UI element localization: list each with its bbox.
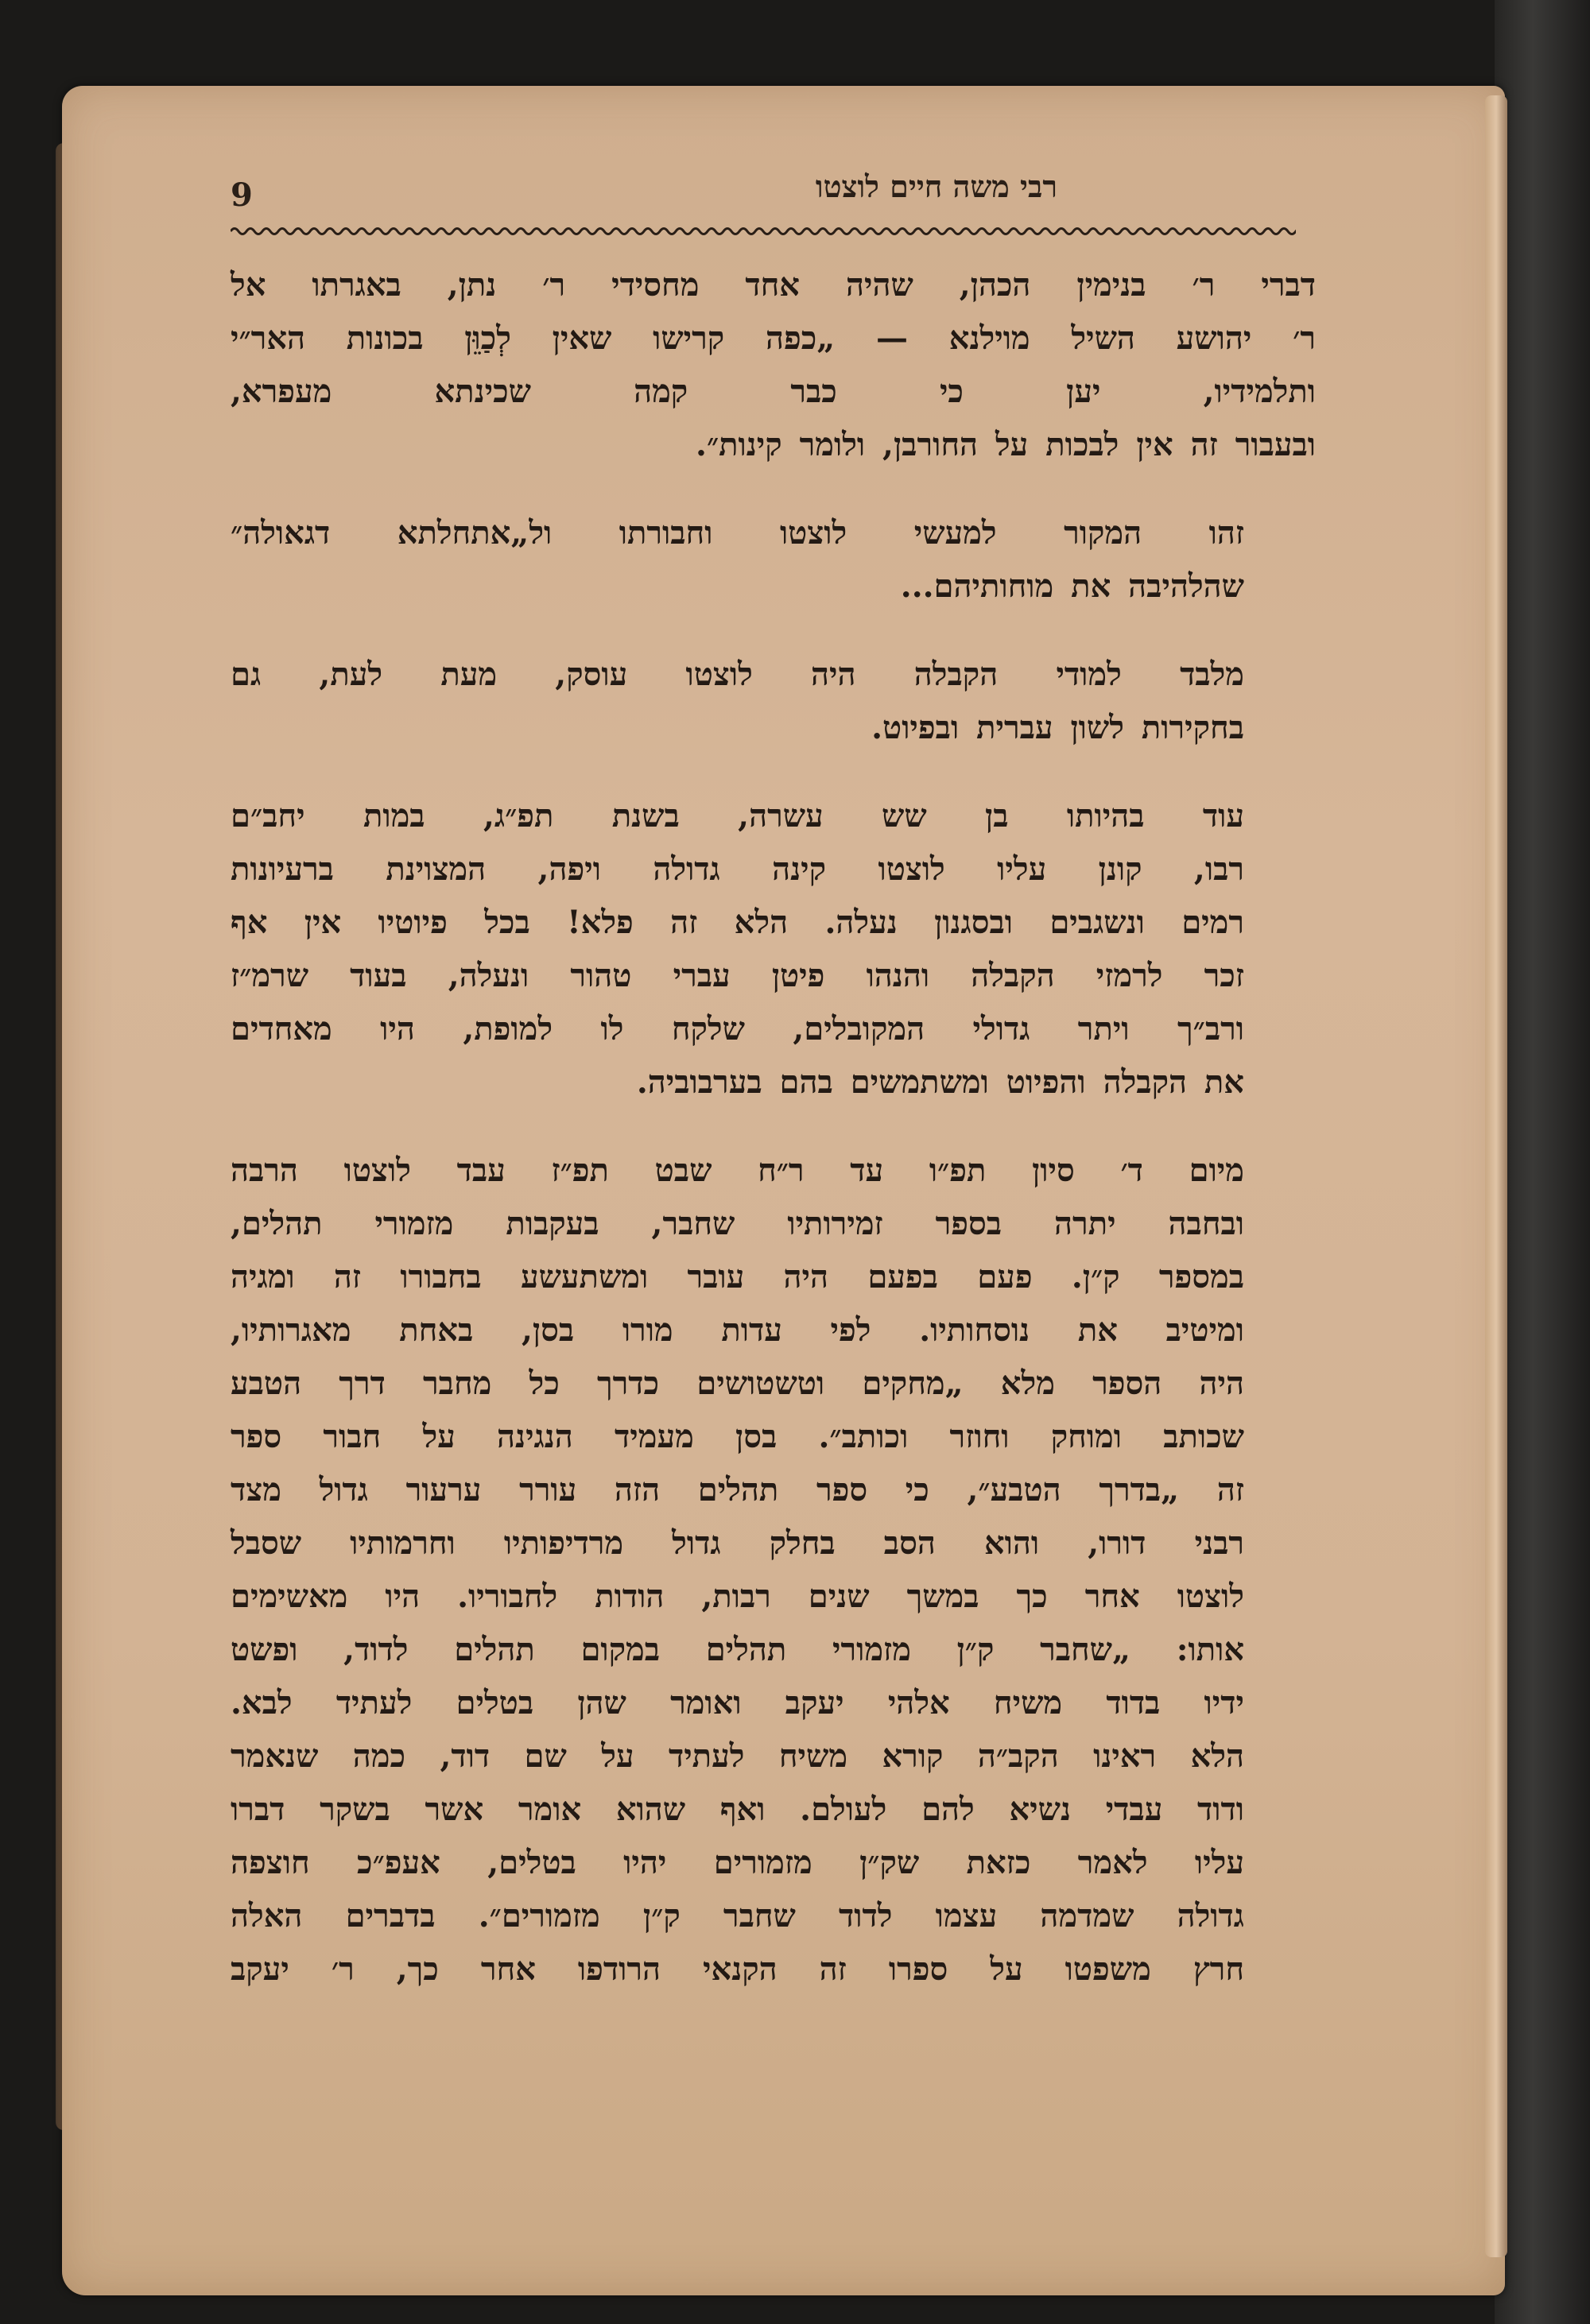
- text-line: עליו לאמר כזאת שק״ן מזמורים יהיו בטלים, אעפ״כ חוצפה: [231, 1844, 1244, 1881]
- decorative-wavy-rule: [231, 221, 1296, 242]
- text-line: ובעבור זה אין לבכות על החורבן, ולומר קינות״.: [696, 426, 1316, 463]
- text-line: ובחבה יתרה בספר זמירותיו שחבר, בעקבות מזמורי תהלים,: [231, 1205, 1244, 1242]
- text-line: רבו, קונן עליו לוצטו קינה גדולה ויפה, המצוינת ברעיונות: [231, 850, 1244, 888]
- text-line: גדולה שמדמה עצמו לדוד שחבר ק״ן מזמורים״. בדברים האלה: [231, 1897, 1244, 1935]
- background-binding: [1495, 0, 1590, 2324]
- text-line: ודוד עבדי נשיא להם לעולם. ואף שהוא אומר אשר בשקר דברו: [231, 1791, 1244, 1828]
- paragraph-4: [231, 789, 1316, 1109]
- page-header: [231, 168, 1304, 216]
- text-line: ומיטיב את נוסחותיו. לפי עדות מורו בסן, באחת מאגרותיו,: [231, 1311, 1244, 1349]
- page-number: 9: [231, 176, 253, 214]
- text-line: שהלהיבה את מוחותיהם...: [900, 567, 1244, 605]
- text-line: שכותב ומוחק וחוזר וכותב״. בסן מעמיד הנגינה על חבור ספר: [231, 1418, 1244, 1455]
- text-line: ותלמידיו, יען כי כבר קמה שכינתא מעפרא,: [231, 373, 1316, 410]
- running-title: רבי משה חיים לוצטו: [815, 168, 1057, 204]
- text-line: זכר לרמזי הקבלה והנהו פיטן עברי טהור ונעלה, בעוד שרמ״ז: [231, 957, 1244, 994]
- paragraph-3: [231, 648, 1316, 754]
- text-line: חרץ משפטו על ספרו זה הקנאי הרודפו אחר כך, ר׳ יעקב: [231, 1950, 1244, 1988]
- text-line: היה הספר מלא „מחקים וטשטושים כדרך כל מחבר דרך הטבע: [231, 1365, 1244, 1402]
- text-line: ורב״ך ויתר גדולי המקובלים, שלקח לו למופת, היו מאחדים: [231, 1010, 1244, 1048]
- text-line: בחקירות לשון עברית ובפיוט.: [871, 709, 1244, 746]
- main-text: [231, 258, 1316, 2031]
- text-line: את הקבלה והפיוט ומשתמשים בהם בערבוביה.: [636, 1063, 1244, 1101]
- text-line: ר׳ יהושע השיל מוילנא — „כפה קרישו שאין לְכַוֵּן בכונות האר״י: [231, 320, 1316, 357]
- page-right-edge: [1485, 95, 1507, 2257]
- text-line: במספר ק״ן. פעם בפעם היה עובר ומשתעשע בחבורו זה ומגיה: [231, 1258, 1244, 1296]
- text-line: זה „בדרך הטבע״, כי ספר תהלים הזה עורר ערעור גדול מצד: [231, 1471, 1244, 1509]
- text-line: מיום ד׳ סיון תפ״ו עד ר״ח שבט תפ״ז עבד לוצטו הרבה: [231, 1152, 1244, 1189]
- text-line: מלבד למודי הקבלה היה לוצטו עוסק, מעת לעת, גם: [231, 656, 1244, 693]
- paragraph-5: [231, 1144, 1316, 1996]
- text-line: דברי ר׳ בנימין הכהן, שהיה אחד מחסידי ר׳ נתן, באגרתו אל: [231, 266, 1316, 304]
- paragraph-1: [231, 258, 1316, 471]
- text-line: ידיו בדוד משיח אלהי יעקב ואומר שהן בטלים לעתיד לבא.: [231, 1684, 1244, 1722]
- text-line: הלא ראינו הקב״ה קורא משיח לעתיד על שם דוד, כמה שנאמר: [231, 1737, 1244, 1775]
- text-line: אותו: „שחבר ק״ן מזמורי תהלים במקום תהלים לדוד, ופשט: [231, 1631, 1244, 1668]
- text-line: זהו המקור למעשי לוצטו וחבורתו ול„אתחלתא דגאולה״: [231, 514, 1244, 552]
- text-line: לוצטו אחר כך במשך שנים רבות, הודות לחבוריו. היו מאשימים: [231, 1578, 1244, 1615]
- text-line: רבני דורו, והוא הסב בחלק גדול מרדיפותיו וחרמותיו שסבל: [231, 1524, 1244, 1562]
- text-line: רמים ונשגבים ובסגנון נעלה. הלא זה פלא! בכל פיוטיו אין אף: [231, 904, 1244, 941]
- text-line: עוד בהיותו בן שש עשרה, בשנת תפ״ג, במות יחב״ם: [231, 797, 1244, 835]
- paragraph-2: [231, 506, 1316, 613]
